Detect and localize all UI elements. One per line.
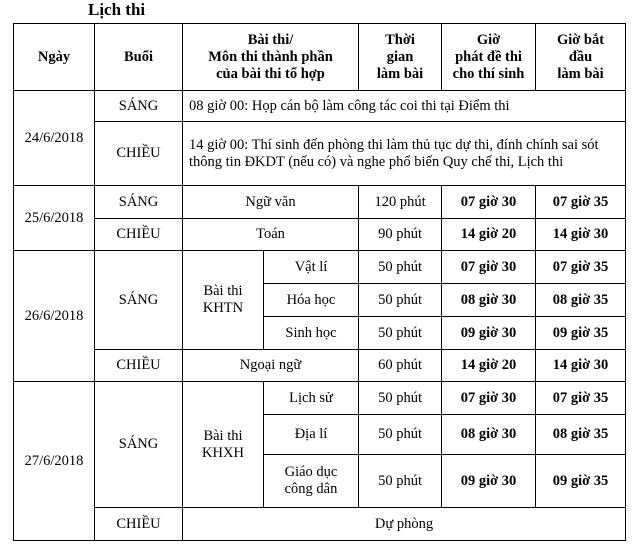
exam-group-line2: KHTN <box>202 300 244 316</box>
header-start-time <box>536 24 626 91</box>
session-cell: SÁNG <box>95 382 183 508</box>
header-subject-line3: của bài thi tổ hợp <box>216 65 325 82</box>
reserve-cell: Dự phòng <box>183 508 626 541</box>
duration-cell: 50 phút <box>359 382 442 415</box>
start-time-cell: 09 giờ 35 <box>536 317 626 350</box>
header-subject <box>183 24 359 91</box>
date-cell: 27/6/2018 <box>14 382 95 541</box>
duration-cell: 50 phút <box>359 251 442 284</box>
start-time-cell: 07 giờ 35 <box>536 186 626 219</box>
header-release-line1: Giờ <box>476 31 501 48</box>
header-duration <box>359 24 442 91</box>
start-time-cell: 14 giờ 30 <box>536 350 626 382</box>
header-start-line3: làm bài <box>557 65 604 82</box>
header-row <box>14 24 626 91</box>
release-time-cell: 07 giờ 30 <box>442 382 536 415</box>
duration-cell: 120 phút <box>359 186 442 219</box>
subject-cell: Hóa học <box>264 284 359 317</box>
session-cell: CHIỀU <box>95 508 183 541</box>
header-session: Buổi <box>95 24 183 91</box>
header-duration-line2: gian <box>386 48 414 65</box>
start-time-cell: 14 giờ 30 <box>536 219 626 251</box>
release-time-cell: 09 giờ 30 <box>442 317 536 350</box>
header-release-time <box>442 24 536 91</box>
duration-cell: 50 phút <box>359 455 442 508</box>
header-release-line3: cho thí sinh <box>452 65 525 82</box>
exam-group-cell <box>183 251 264 350</box>
subject-cell: Ngoại ngữ <box>183 350 359 382</box>
duration-cell: 60 phút <box>359 350 442 382</box>
table-row <box>14 350 626 382</box>
subject-cell: Sinh học <box>264 317 359 350</box>
subject-cell: Vật lí <box>264 251 359 284</box>
notice-cell: 08 giờ 00: Họp cán bộ làm công tác coi thi tại Điểm thi <box>183 91 626 122</box>
session-cell: SÁNG <box>95 251 183 350</box>
subject-cell: Địa lí <box>264 415 359 455</box>
duration-cell: 50 phút <box>359 317 442 350</box>
subject-line2: công dân <box>284 481 338 497</box>
duration-cell: 50 phút <box>359 415 442 455</box>
notice-cell: 14 giờ 00: Thí sinh đến phòng thi làm thủ tục dự thi, đính chính sai sót thông tin ĐKDT (nếu có) và nghe phổ biến Quy chế thi, Lịch thi <box>183 122 626 186</box>
page-title: Lịch thi <box>88 0 146 19</box>
date-cell: 25/6/2018 <box>14 186 95 251</box>
duration-cell: 50 phút <box>359 284 442 317</box>
table-row <box>14 508 626 541</box>
release-time-cell: 08 giờ 30 <box>442 284 536 317</box>
release-time-cell: 08 giờ 30 <box>442 415 536 455</box>
header-subject-line1: Bài thi/ <box>247 31 294 48</box>
header-subject-line2: Môn thi thành phần <box>208 48 333 65</box>
header-date: Ngày <box>14 24 95 91</box>
session-cell: SÁNG <box>95 186 183 219</box>
table-row <box>14 186 626 219</box>
start-time-cell: 09 giờ 35 <box>536 455 626 508</box>
session-cell: CHIỀU <box>95 219 183 251</box>
exam-group-line2: KHXH <box>202 444 244 461</box>
session-cell: SÁNG <box>95 91 183 122</box>
exam-group-line1: Bài thi <box>203 283 243 299</box>
exam-group-cell <box>183 382 264 508</box>
subject-cell <box>264 455 359 508</box>
start-time-cell: 07 giờ 35 <box>536 382 626 415</box>
subject-cell: Toán <box>183 219 359 251</box>
release-time-cell: 07 giờ 30 <box>442 186 536 219</box>
release-time-cell: 14 giờ 20 <box>442 350 536 382</box>
release-time-cell: 07 giờ 30 <box>442 251 536 284</box>
release-time-cell: 09 giờ 30 <box>442 455 536 508</box>
exam-schedule-table <box>13 23 626 541</box>
table-row <box>14 382 626 415</box>
table-row <box>14 251 626 284</box>
date-cell: 24/6/2018 <box>14 91 95 186</box>
table-row <box>14 219 626 251</box>
date-cell: 26/6/2018 <box>14 251 95 382</box>
table-row <box>14 122 626 186</box>
subject-cell: Ngữ văn <box>183 186 359 219</box>
start-time-cell: 08 giờ 35 <box>536 284 626 317</box>
header-start-line1: Giờ bắt <box>556 31 605 48</box>
subject-line1: Giáo dục <box>284 464 338 480</box>
subject-cell: Lịch sử <box>264 382 359 415</box>
header-duration-line1: Thời <box>385 31 415 48</box>
start-time-cell: 08 giờ 35 <box>536 415 626 455</box>
session-cell: CHIỀU <box>95 122 183 186</box>
release-time-cell: 14 giờ 20 <box>442 219 536 251</box>
start-time-cell: 07 giờ 35 <box>536 251 626 284</box>
session-cell: CHIỀU <box>95 350 183 382</box>
header-duration-line3: làm bài <box>376 65 424 82</box>
header-release-line2: phát đề thi <box>455 48 522 65</box>
duration-cell: 90 phút <box>359 219 442 251</box>
exam-group-line1: Bài thi <box>203 427 243 444</box>
table-row <box>14 91 626 122</box>
header-start-line2: đầu <box>568 48 593 65</box>
